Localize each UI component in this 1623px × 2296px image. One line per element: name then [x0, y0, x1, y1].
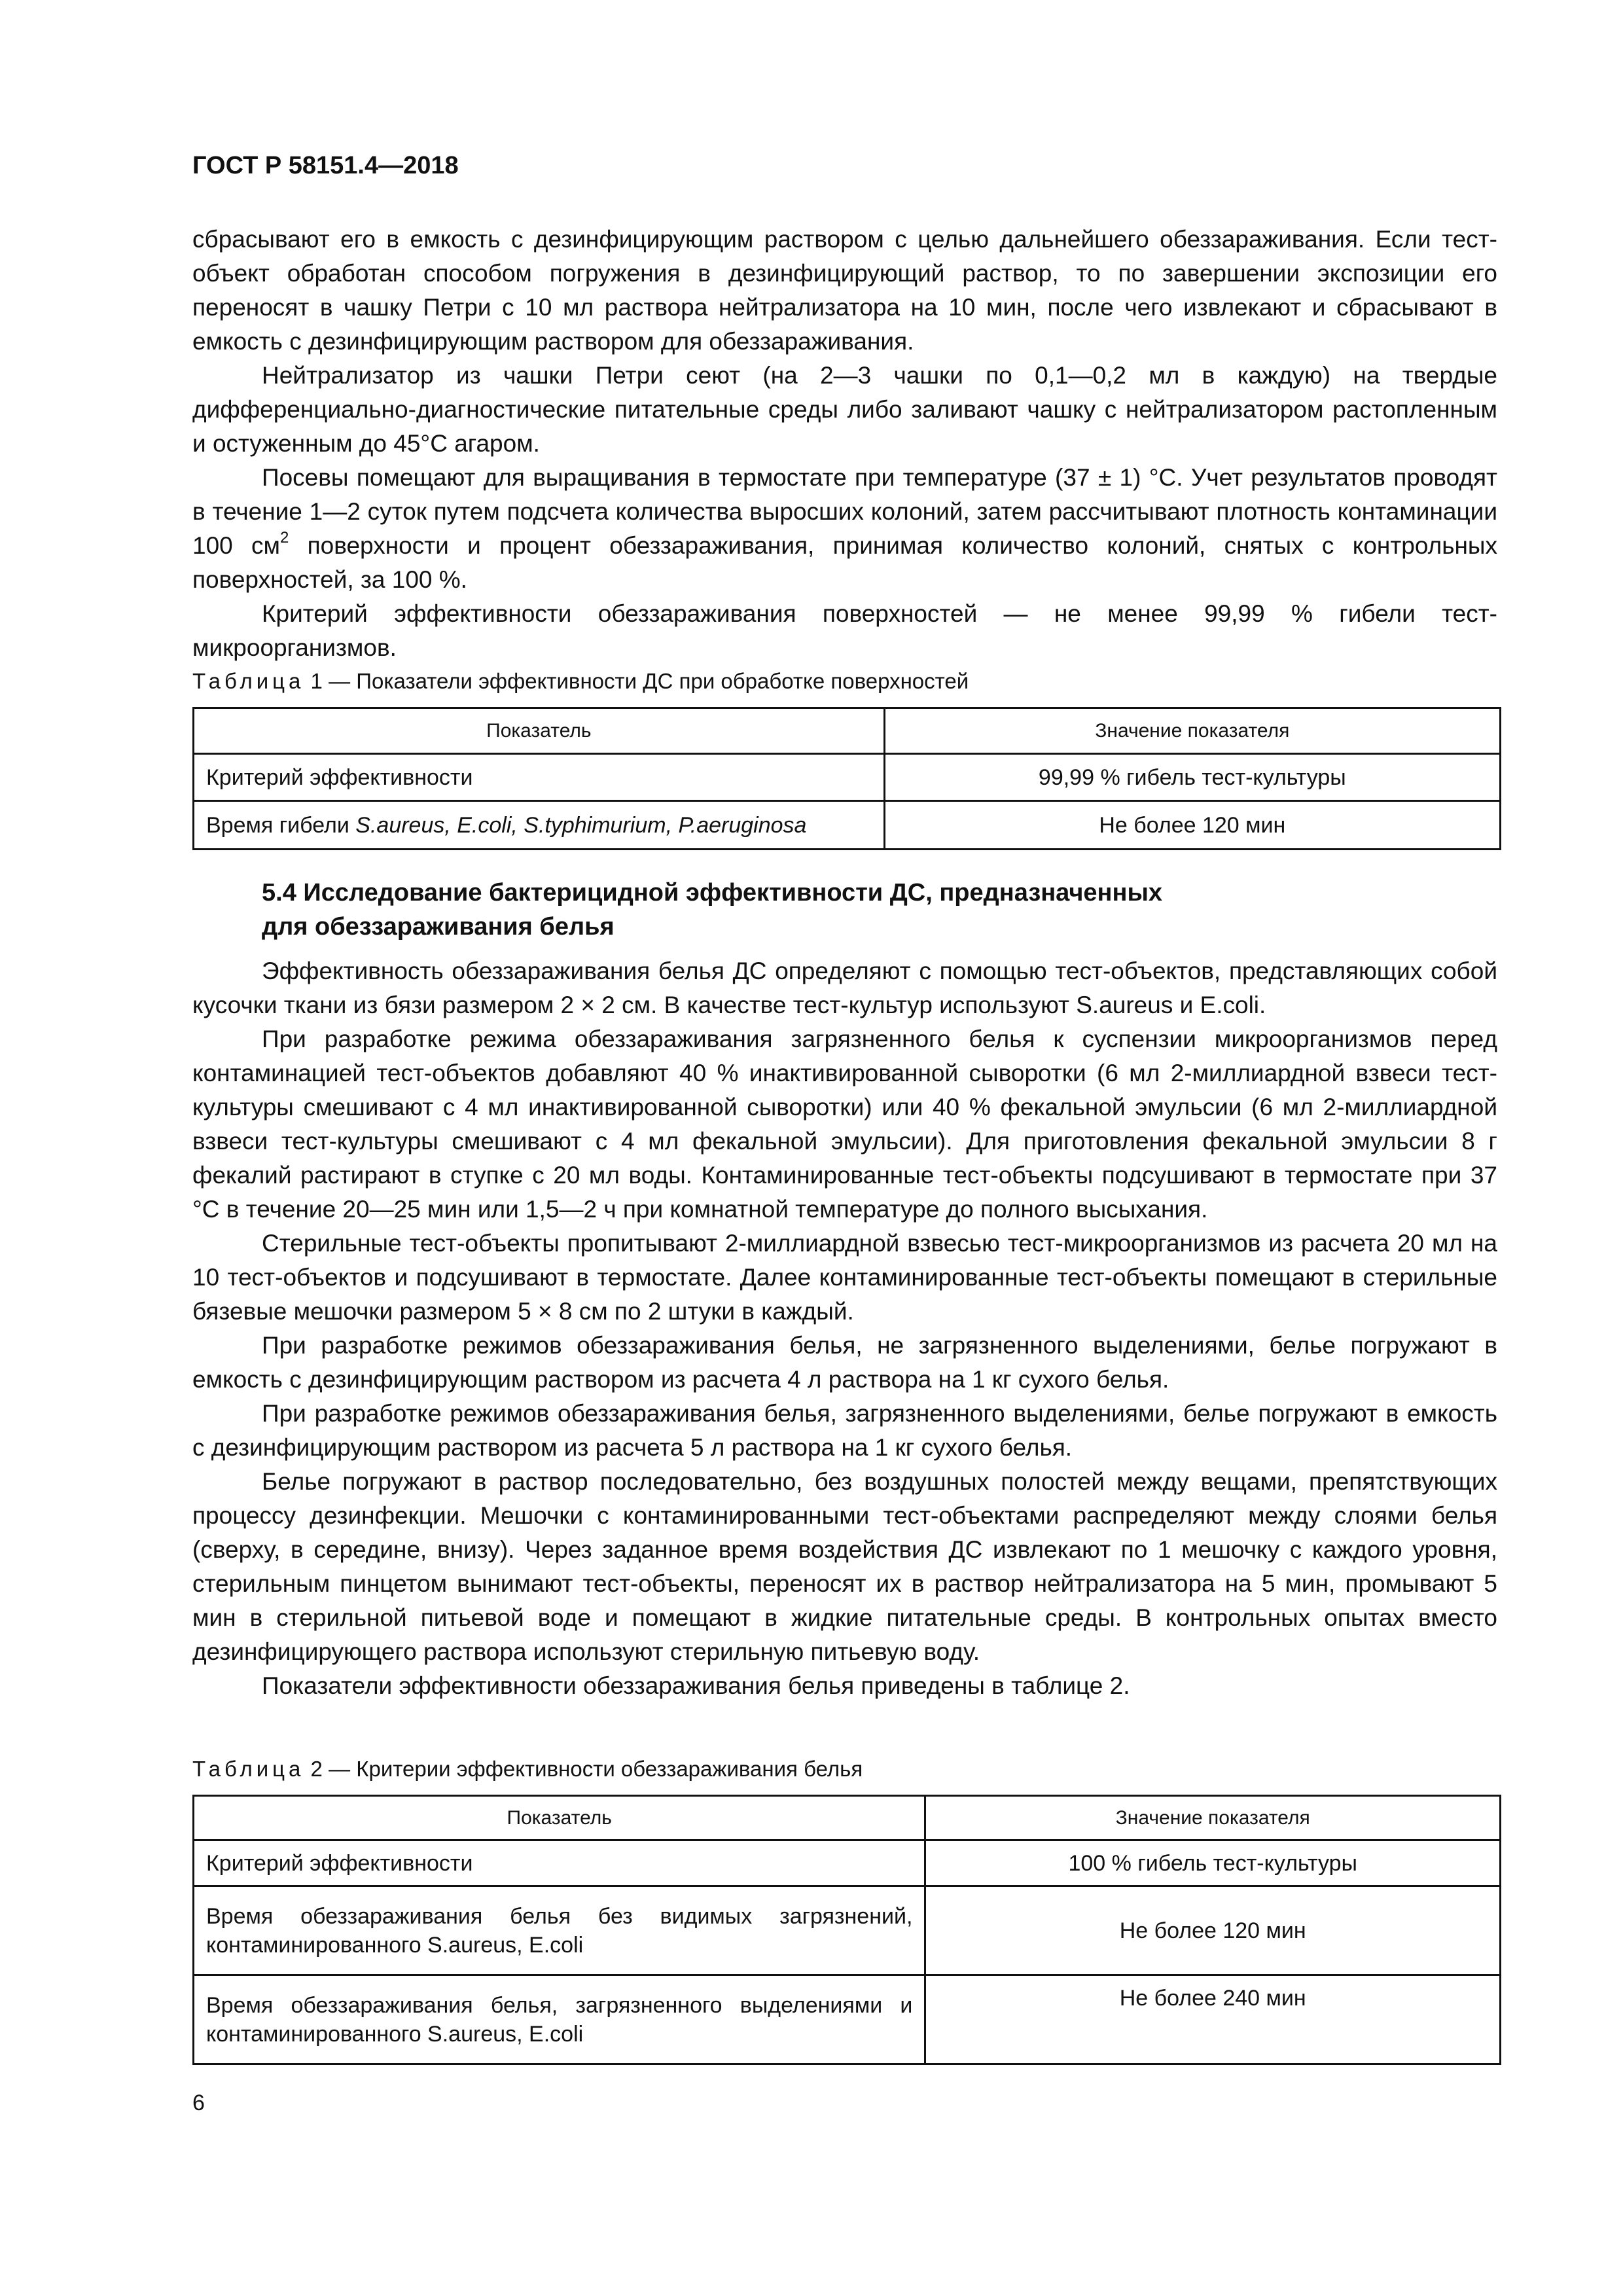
- paragraph: При разработке режимов обеззараживания белья, не загрязненного выделениями, белье погружают в емкость с дезинфицирующим раствором из расчета 4 л раствора на 1 кг сухого белья.: [192, 1332, 1497, 1393]
- table-cell: Не более 120 мин: [884, 801, 1500, 850]
- table-cell: Не более 120 мин: [925, 1886, 1501, 1975]
- paragraph: При разработке режимов обеззараживания белья, загрязненного выделениями, белье погружают в емкость с дезинфицирующим раствором из расчета 5 л раствора на 1 кг сухого белья.: [192, 1400, 1497, 1461]
- paragraph: Стерильные тест-объекты пропитывают 2-миллиардной взвесью тест-микроорганизмов из расчета 20 мл на 10 тест-объектов и подсушивают в термостате. Далее контаминированные тест-объекты помещают в стерильные бязевые мешочки размером 5 × 8 см по 2 штуки в каждый.: [192, 1230, 1497, 1325]
- caption-text: 1 — Показатели эффективности ДС при обработке поверхностей: [304, 669, 969, 693]
- paragraph: Показатели эффективности обеззараживания белья приведены в таблице 2.: [262, 1672, 1130, 1699]
- table-row: [194, 1975, 1501, 2064]
- table-cell: Критерий эффективности: [194, 754, 885, 801]
- caption-label: Таблица: [192, 669, 305, 693]
- table-row: [194, 801, 1501, 850]
- intro-text: [192, 223, 1497, 665]
- table-cell: Критерий эффективности: [194, 1840, 925, 1886]
- table-row: [194, 754, 1501, 801]
- paragraph: Нейтрализатор из чашки Петри сеют (на 2—3 чашки по 0,1—0,2 мл в каждую) на твердые дифференциально-диагностические питательные среды либо заливают чашку с нейтрализатором растопленным и остуженным до 45°С агаром.: [192, 362, 1497, 457]
- table-cell: 99,99 % гибель тест-культуры: [884, 754, 1500, 801]
- paragraph-text: Посевы помещают для выращивания в термостате при температуре (37 ± 1) °С. Учет результатов проводят в течение 1—2 суток путем подсчета количества выросших колоний, затем рассчитывают плотность контаминации 100 см: [192, 464, 1497, 559]
- column-header: Показатель: [194, 708, 885, 754]
- table-cell: Время обеззараживания белья, загрязненного выделениями и контаминированного S.aureus, E.coli: [194, 1975, 925, 2064]
- cell-text-italic: S.aureus, E.coli, S.typhimurium, P.aeruginosa: [355, 812, 807, 838]
- table-header-row: [194, 1796, 1501, 1840]
- paragraph: При разработке режима обеззараживания загрязненного белья к суспензии микроорганизмов перед контаминацией тест-объектов добавляют 40 % инактивированной сыворотки (6 мл 2-миллиардной взвеси тест-культуры смешивают с 4 мл инактивированной сыворотки) или 40 % фекальной эмульсии (6 мл 2-миллиардной взвеси тест-культуры смешивают с 4 мл фекальной эмульсии). Для приготовления фекальной эмульсии 8 г фекалий растирают в ступке с 20 мл воды. Контаминированные тест-объекты подсушивают в термостате при 37 °С в течение 20—25 мин или 1,5—2 ч при комнатной температуре до полного высыхания.: [192, 1026, 1497, 1223]
- superscript: 2: [279, 528, 289, 547]
- table-cell: [194, 801, 885, 850]
- section-text: [192, 954, 1497, 1703]
- paragraph: сбрасывают его в емкость с дезинфицирующим раствором с целью дальнейшего обеззараживания. Если тест-объект обработан способом погружения в дезинфицирующий раствор, то по завершении экспозиции его переносят в чашку Петри с 10 мл раствора нейтрализатора на 10 мин, после чего извлекают и сбрасывают в емкость с дезинфицирующим раствором для обеззараживания.: [192, 226, 1497, 355]
- table-row: [194, 1840, 1501, 1886]
- table-1: [192, 707, 1501, 850]
- column-header: Значение показателя: [925, 1796, 1501, 1840]
- column-header: Значение показателя: [884, 708, 1500, 754]
- table-2: [192, 1795, 1501, 2065]
- section-heading: [262, 876, 1440, 944]
- table-cell: Время обеззараживания белья без видимых загрязнений, контаминированного S.aureus, E.coli: [194, 1886, 925, 1975]
- paragraph: Белье погружают в раствор последовательно, без воздушных полостей между вещами, препятствующих процессу дезинфекции. Мешочки с контаминированными тест-объектами распределяют между слоями белья (сверху, в середине, внизу). Через заданное время воздействия ДС извлекают по 1 мешочку с каждого уровня, стерильным пинцетом вынимают тест-объекты, переносят их в раствор нейтрализатора на 5 мин, промывают 5 мин в стерильной питьевой воде и помещают в жидкие питательные среды. В контрольных опытах вместо дезинфицирующего раствора используют стерильную питьевую воду.: [192, 1468, 1497, 1665]
- cell-text: Время гибели: [206, 812, 356, 838]
- paragraph-text: поверхности и процент обеззараживания, принимая количество колоний, снятых с контрольных поверхностей, за 100 %.: [192, 532, 1498, 593]
- page-number: 6: [192, 2090, 205, 2115]
- section-heading-line: для обеззараживания белья: [262, 913, 615, 941]
- table-1-caption: [192, 666, 969, 696]
- table-2-caption: [192, 1754, 863, 1784]
- document-header-title: ГОСТ Р 58151.4—2018: [192, 152, 459, 179]
- table-row: [194, 1886, 1501, 1975]
- caption-text: 2 — Критерии эффективности обеззараживания белья: [304, 1757, 863, 1781]
- paragraph: Критерий эффективности обеззараживания поверхностей — не менее 99,99 % гибели тест-микроорганизмов.: [192, 600, 1497, 661]
- column-header: Показатель: [194, 1796, 925, 1840]
- table-cell: Не более 240 мин: [925, 1975, 1501, 2064]
- section-heading-line: 5.4 Исследование бактерицидной эффективности ДС, предназначенных: [262, 879, 1163, 906]
- table-cell: 100 % гибель тест-культуры: [925, 1840, 1501, 1886]
- caption-label: Таблица: [192, 1757, 305, 1781]
- paragraph: Эффективность обеззараживания белья ДС определяют с помощью тест-объектов, представляющих собой кусочки ткани из бязи размером 2 × 2 см. В качестве тест-культур используют S.aureus и E.coli.: [192, 958, 1497, 1018]
- table-header-row: [194, 708, 1501, 754]
- paragraph: [192, 461, 1497, 597]
